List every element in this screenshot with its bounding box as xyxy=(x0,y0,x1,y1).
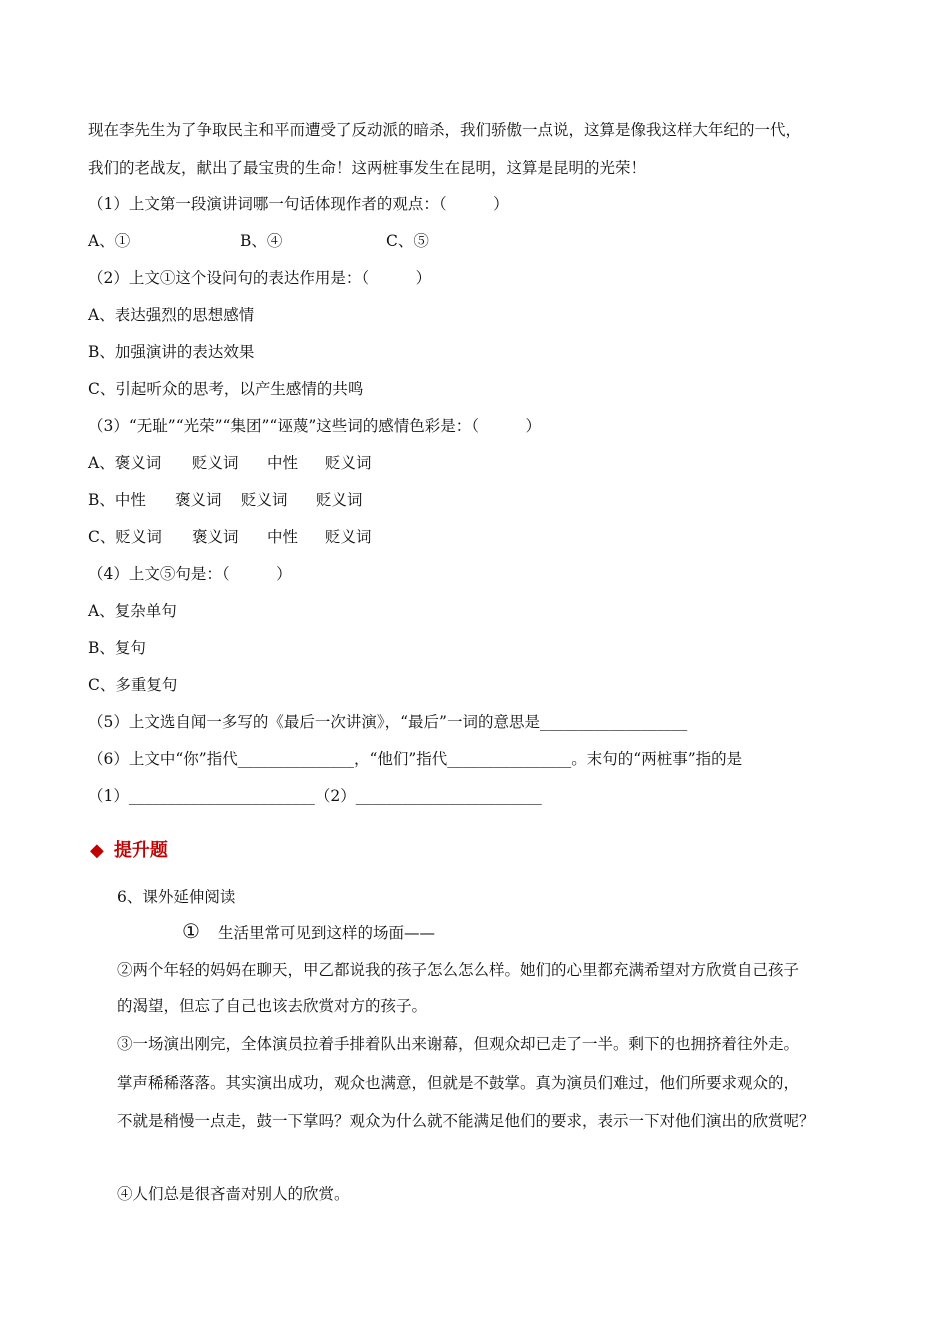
passage-line-2: 我们的老战友，献出了最宝贵的生命！这两桩事发生在昆明，这算是昆明的光荣！ xyxy=(88,159,647,177)
diamond-icon: ◆ xyxy=(90,840,104,861)
reading-paragraph-3-line-3: 不就是稍慢一点走，鼓一下掌吗？观众为什么就不能满足他们的要求，表示一下对他们演出的欣赏呢？ xyxy=(117,1112,815,1130)
section-title: 提升题 xyxy=(113,840,168,861)
option-b: B、复句 xyxy=(88,639,146,657)
question-1-options xyxy=(88,231,429,251)
option-word: 贬义词 xyxy=(241,491,288,509)
question-4-stem: （4）上文⑤句是：（ ） xyxy=(88,565,292,583)
reading-paragraph-3-line-2: 掌声稀稀落落。其实演出成功，观众也满意，但就是不鼓掌。真为演员们难过，他们所要求观众的， xyxy=(117,1074,800,1092)
paragraph-text: 生活里常可见到这样的场面—— xyxy=(217,924,435,942)
question-6-line-1: （6）上文中“你”指代_______________，“他们”指代________________。末句的“两桩事”指的是 xyxy=(88,750,743,768)
option-word: 贬义词 xyxy=(325,528,372,546)
reading-paragraph-2-line-1: ②两个年轻的妈妈在聊天，甲乙都说我的孩子怎么怎么样。她们的心里都充满希望对方欣赏自己孩子 xyxy=(117,961,800,979)
question-6-line-2: （1）________________________（2）________________________ xyxy=(88,787,542,805)
option-word: B、中性 xyxy=(88,491,146,509)
question-1-stem: （1）上文第一段演讲词哪一句话体现作者的观点：（ ） xyxy=(88,195,509,213)
reading-paragraph-1 xyxy=(182,921,435,943)
option-word: 中性 xyxy=(267,454,299,472)
question-2-stem: （2）上文①这个设问句的表达作用是：（ ） xyxy=(88,269,432,287)
option-c xyxy=(88,527,372,547)
option-word: 褒义词 xyxy=(175,491,222,509)
option-a: A、表达强烈的思想感情 xyxy=(88,306,255,324)
option-word: 贬义词 xyxy=(192,454,239,472)
reading-paragraph-2-line-2: 的渴望，但忘了自己也该去欣赏对方的孩子。 xyxy=(117,997,428,1015)
option-word: 贬义词 xyxy=(316,491,363,509)
passage-line-1: 现在李先生为了争取民主和平而遭受了反动派的暗杀，我们骄傲一点说，这算是像我这样大年纪的一代， xyxy=(88,121,802,139)
reading-paragraph-3-line-1: ③一场演出刚完，全体演员拉着手排着队出来谢幕，但观众却已走了一半。剩下的也拥挤着往外走。 xyxy=(117,1035,800,1053)
option-word: 贬义词 xyxy=(325,454,372,472)
paragraph-number: ① xyxy=(182,919,200,943)
option-word: 中性 xyxy=(267,528,299,546)
option-b: B、④ xyxy=(240,232,283,250)
section-heading xyxy=(90,836,168,862)
question-3-stem: （3）“无耻”“光荣”“集团”“诬蔑”这些词的感情色彩是：（ ） xyxy=(88,417,542,435)
option-a: A、① xyxy=(88,232,131,250)
option-c: C、引起听众的思考，以产生感情的共鸣 xyxy=(88,380,364,398)
option-b xyxy=(88,490,363,510)
option-c: C、⑤ xyxy=(386,232,429,250)
option-word: A、褒义词 xyxy=(88,454,162,472)
question-5-stem: （5）上文选自闻一多写的《最后一次讲演》，“最后”一词的意思是___________________ xyxy=(88,713,688,731)
option-a: A、复杂单句 xyxy=(88,602,177,620)
option-a xyxy=(88,453,372,473)
reading-paragraph-4: ④人们总是很吝啬对别人的欣赏。 xyxy=(117,1185,350,1203)
reading-title: 6、课外延伸阅读 xyxy=(117,888,236,906)
option-word: 褒义词 xyxy=(192,528,239,546)
option-b: B、加强演讲的表达效果 xyxy=(88,343,255,361)
option-word: C、贬义词 xyxy=(88,528,162,546)
option-c: C、多重复句 xyxy=(88,676,178,694)
